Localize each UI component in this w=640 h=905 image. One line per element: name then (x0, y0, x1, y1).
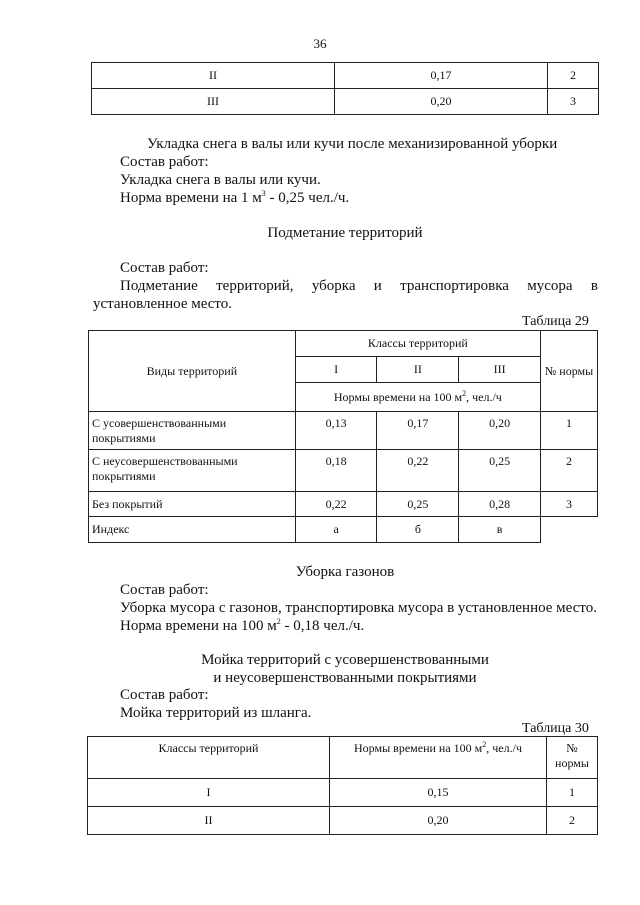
time-norm (120, 189, 349, 207)
table-row (92, 89, 599, 115)
composition-text: Уборка мусора с газонов, транспортировка мусора в установленное место. (120, 600, 597, 616)
table-row (92, 63, 599, 89)
word: в (590, 278, 598, 294)
table-cell: 2 (548, 63, 599, 89)
word: территорий, (216, 278, 294, 294)
table-cell (541, 517, 598, 543)
table-row (89, 492, 598, 517)
header-cell: I (295, 357, 377, 383)
table-row (88, 779, 598, 807)
table-cell: б (377, 517, 459, 543)
table-cell: 1 (541, 412, 598, 450)
table-cell: 3 (548, 89, 599, 115)
table-cell: III (92, 89, 335, 115)
norm-text: - 0,25 чел./ч. (265, 190, 350, 206)
table-cell: 0,28 (459, 492, 541, 517)
table-caption: Таблица 30 (522, 721, 589, 736)
word: транспортировка (400, 278, 509, 294)
word: мусора (527, 278, 573, 294)
section-title: Укладка снега в валы или кучи после механизированной уборки (147, 136, 558, 152)
header-cell: № нормы (547, 737, 598, 779)
header-cell (295, 383, 540, 412)
norm-text: - 0,18 чел./ч. (280, 618, 365, 634)
word: и (373, 278, 382, 294)
table-cell: 0,13 (295, 412, 377, 450)
header-sup: 2 (462, 388, 467, 398)
table-cell: 2 (547, 807, 598, 835)
composition-text (120, 277, 598, 295)
norm-text: Норма времени на 1 м (120, 190, 262, 206)
word: Подметание (120, 278, 198, 294)
table-cell: 0,20 (330, 807, 547, 835)
table-cell: 0,17 (335, 63, 548, 89)
table-cell: II (88, 807, 330, 835)
table-29 (88, 330, 598, 543)
table-cell: I (88, 779, 330, 807)
composition-label: Состав работ: (120, 687, 209, 703)
norm-sup: 3 (261, 189, 266, 198)
top-table (91, 62, 599, 115)
header-cell: II (377, 357, 459, 383)
table-caption: Таблица 29 (522, 314, 589, 329)
norm-sup: 2 (276, 617, 281, 626)
header-text: Нормы времени на 100 м (333, 389, 463, 404)
section-title: Подметание территорий (267, 225, 423, 241)
header-cell: Классы территорий (295, 331, 540, 357)
table-row (88, 807, 598, 835)
time-norm (120, 617, 364, 635)
table-cell: 0,18 (295, 450, 377, 492)
table-cell: 0,25 (459, 450, 541, 492)
table-cell: 0,22 (377, 450, 459, 492)
composition-label: Состав работ: (120, 260, 209, 276)
table-cell: II (92, 63, 335, 89)
table-cell: а (295, 517, 377, 543)
page-number: 36 (313, 36, 327, 51)
table-cell: 1 (547, 779, 598, 807)
table-cell: 2 (541, 450, 598, 492)
section-title: и неусовершенствованными покрытиями (213, 670, 477, 686)
composition-label: Состав работ: (120, 154, 209, 170)
table-cell: 0,22 (295, 492, 377, 517)
table-cell: 0,25 (377, 492, 459, 517)
header-text: , чел./ч (486, 741, 522, 755)
header-text: Нормы времени на 100 м (354, 741, 483, 755)
table-cell: С неусовершенствованными покрытиями (89, 450, 296, 492)
table-row (89, 412, 598, 450)
composition-text: установленное место. (93, 296, 233, 312)
header-text: , чел./ч (466, 389, 502, 404)
table-cell: Без покрытий (89, 492, 296, 517)
table-30 (87, 736, 598, 835)
table-cell: Индекс (89, 517, 296, 543)
composition-text: Мойка территорий из шланга. (120, 705, 312, 721)
header-cell: Виды территорий (89, 331, 296, 412)
table-cell: 3 (541, 492, 598, 517)
section-title: Уборка газонов (295, 564, 395, 580)
composition-text: Укладка снега в валы или кучи. (120, 172, 321, 188)
header-cell: № нормы (541, 331, 598, 412)
table-cell: 0,17 (377, 412, 459, 450)
header-cell: Классы территорий (88, 737, 330, 779)
table-cell: С усовершенствованными покрытиями (89, 412, 296, 450)
header-sup: 2 (482, 740, 487, 749)
header-cell (330, 737, 547, 779)
norm-text: Норма времени на 100 м (120, 618, 277, 634)
table-cell: 0,15 (330, 779, 547, 807)
word: уборка (311, 278, 356, 294)
section-title: Мойка территорий с усовершенствованными (201, 652, 489, 668)
table-cell: 0,20 (335, 89, 548, 115)
table-row (89, 450, 598, 492)
table-cell: в (459, 517, 541, 543)
header-cell: III (459, 357, 541, 383)
table-cell: 0,20 (459, 412, 541, 450)
composition-label: Состав работ: (120, 582, 209, 598)
table-row (89, 517, 598, 543)
